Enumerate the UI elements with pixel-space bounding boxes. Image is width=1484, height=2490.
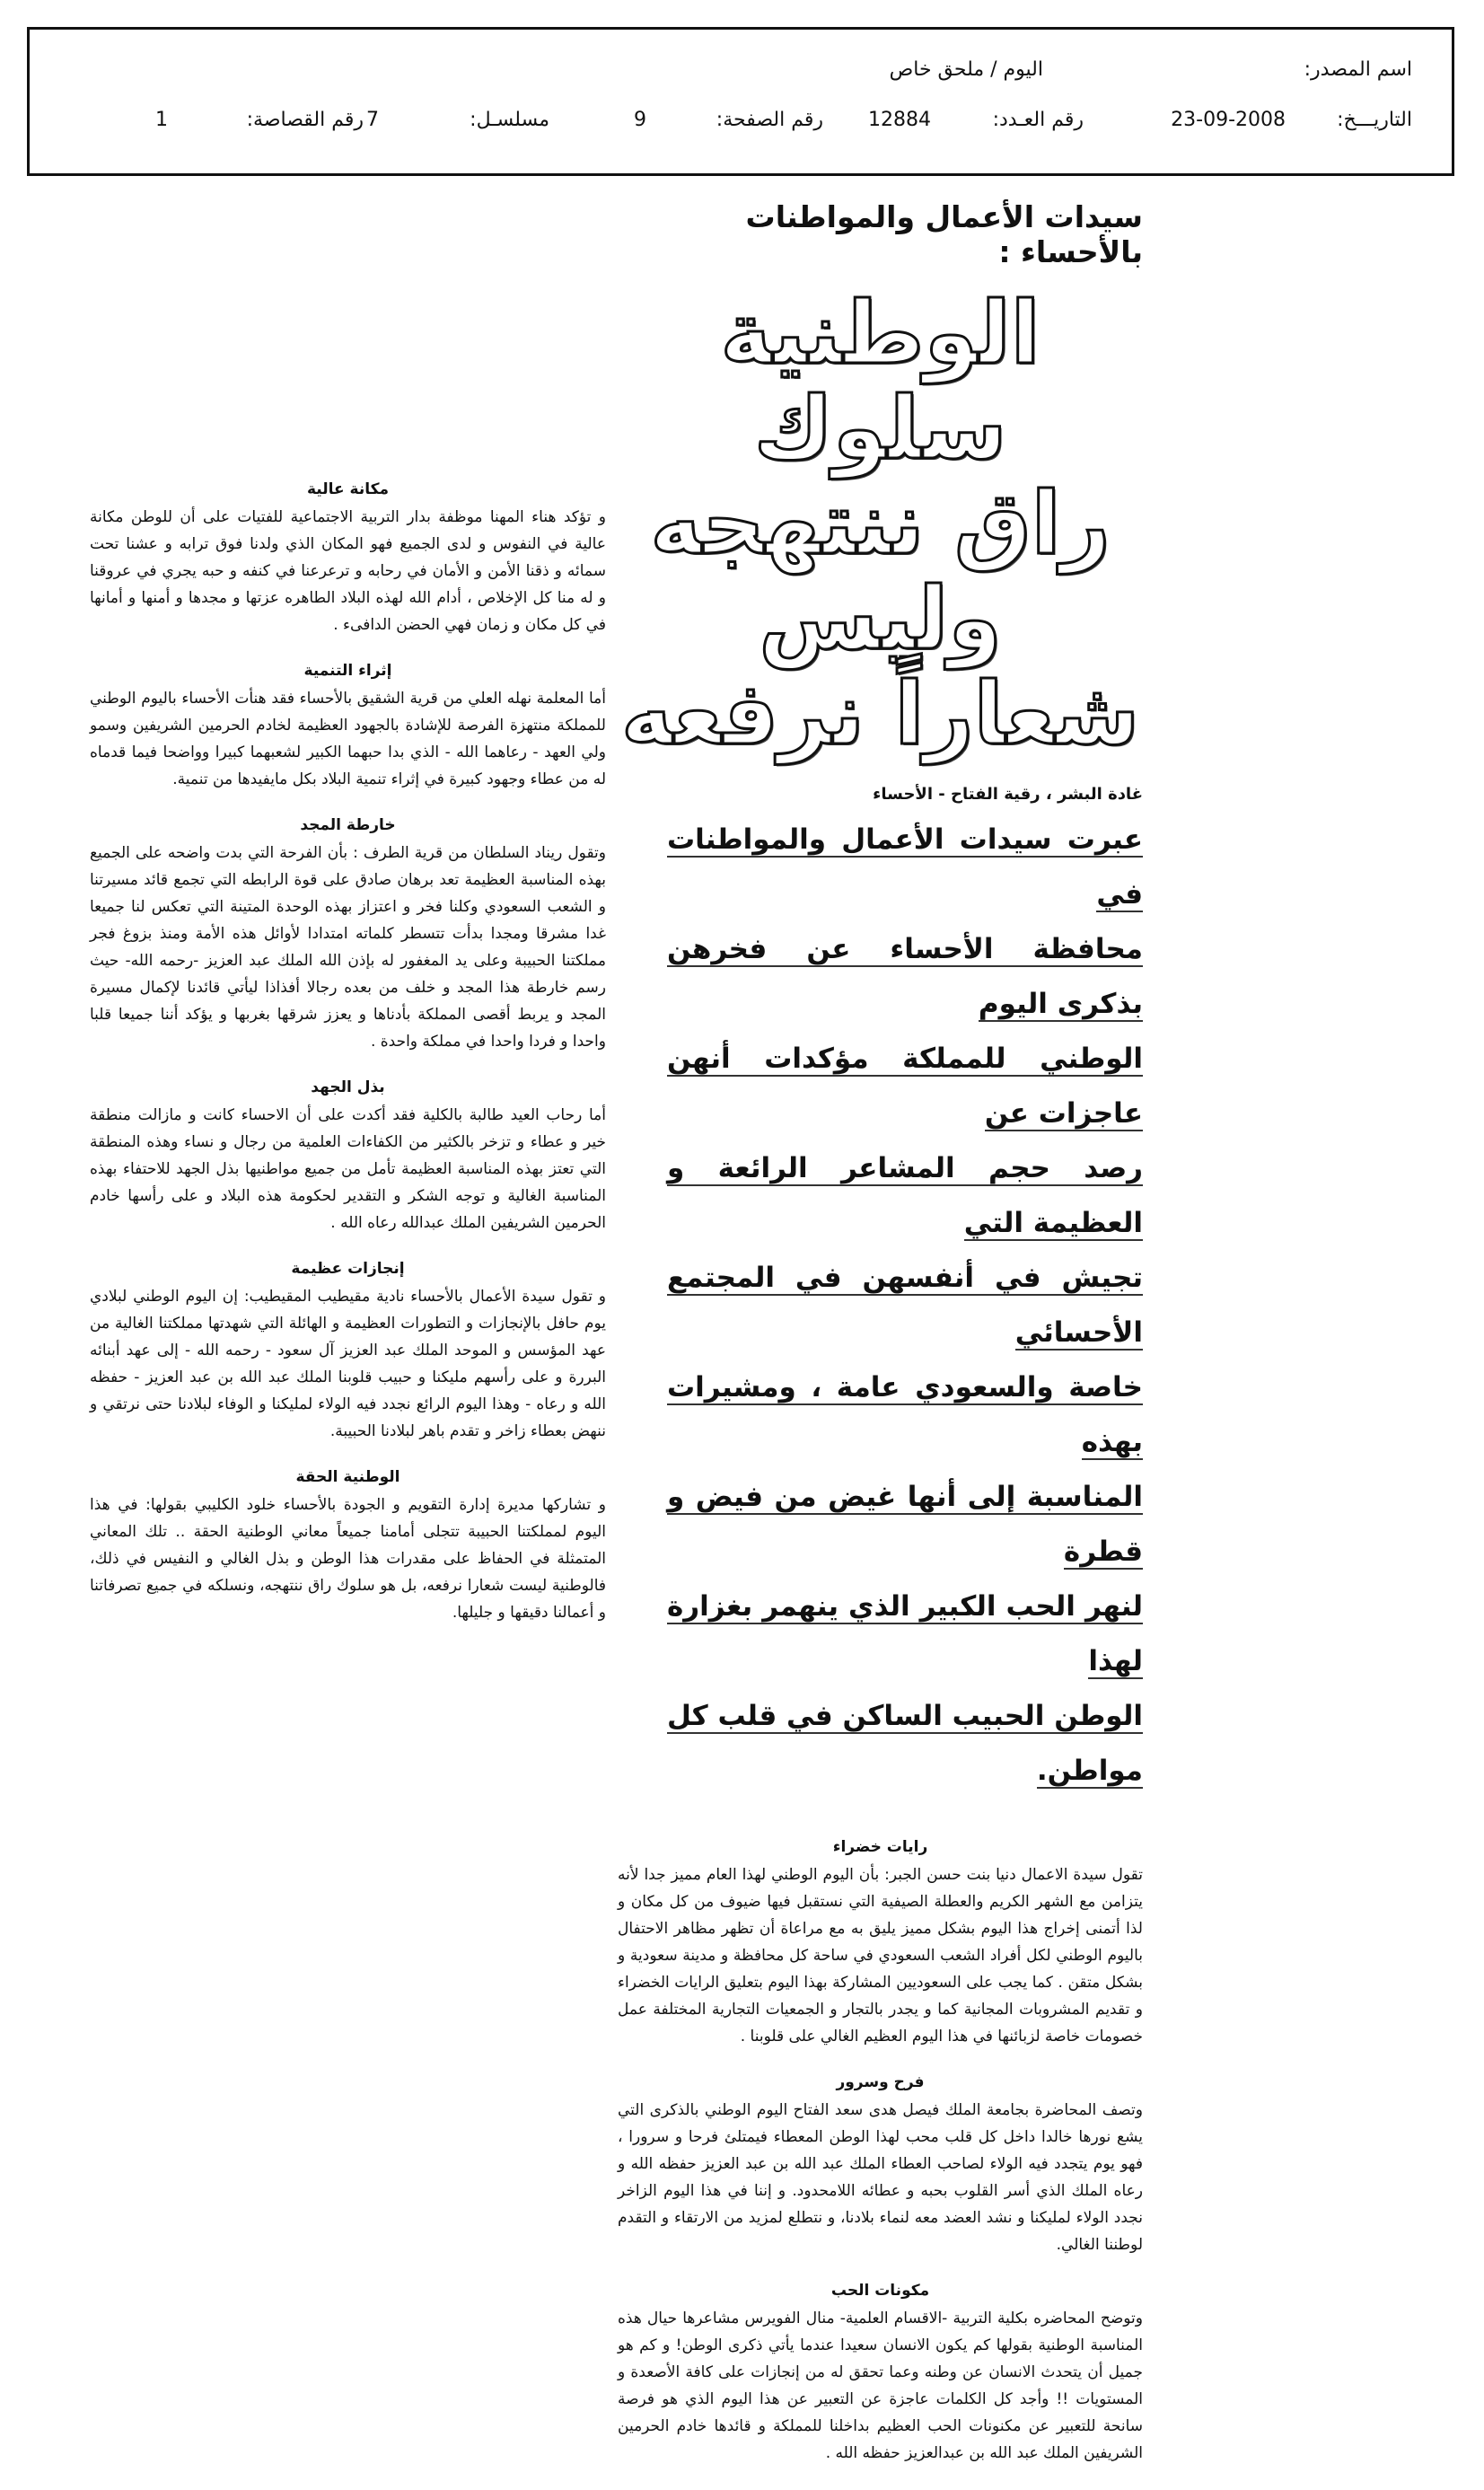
issue-value: 12884 (868, 109, 931, 131)
section-title: فرح وسرور (836, 2073, 925, 2091)
section-text: أما المعلمة نهله العلي من قرية الشقيق بالأحساء فقد هنأت الأحساء باليوم الوطني للمملكة منتهزة الفرصة للإشادة بالجهود العظيمة لخادم الحرمين الشريفين وسمو ولي العهد - رعاهما الله - الذي بدا حبهما الكبير لشعبهما كبيرا وواضحا فيما قدماه له من عطاء وجهود كبيرة في إثراء تنمية البلاد بكل مايفيدها من تنمية. (90, 690, 606, 788)
lead-line: الوطن الحبيب الساكن في قلب كل مواطن. (667, 1700, 1143, 1787)
date-label: التاريـــخ: (1337, 109, 1412, 131)
section-true-patriotism (90, 1468, 606, 1626)
headline-line: راق ننتهجه وليس (650, 473, 1111, 669)
section-development (90, 662, 606, 793)
lead-line: محافظة الأحساء عن فخرهن بذكرى اليوم (667, 933, 1143, 1020)
section-glory-map (90, 816, 606, 1055)
section-title: بذل الجهد (311, 1078, 385, 1096)
page-value: 9 (634, 109, 646, 131)
clip-value: 1 (155, 109, 168, 131)
headline-line: شعاراً نرفعه (620, 664, 1140, 764)
section-text: وتوضح المحاضره بكلية التربية -الاقسام العلمية- منال الفويرس مشاعرها حيال هذه المناسبة الوطنية بقولها كم يكون الانسان سعيدا عندما يأتي ذكرى الوطن! و كم هو جميل أن يتحدث الانسان عن وطنه وعما تحقق له من إنجازات على كافة الأصعدة و المستويات !! وأجد كل الكلمات عاجزة عن التعبير عن هذا اليوم الذي هو فرصة سانحة للتعبير عن مكنونات الحب العظيم بداخلنا للمملكة و قائدها خادم الحرمين الشريفين الملك عبد الله بن عبدالعزيز حفظه الله . (618, 2310, 1143, 2462)
source-label: اسم المصدر: (1304, 58, 1412, 81)
lead-line: الوطني للمملكة مؤكدات أنهن عاجزات عن (667, 1043, 1143, 1130)
lead-line: لنهر الحب الكبير الذي ينهمر بغزارة لهذا (667, 1590, 1143, 1677)
issue-label: رقم العـدد: (992, 109, 1084, 131)
section-text: و تقول سيدة الأعمال بالأحساء نادية مقيطيب المقيطيب: إن اليوم الوطني لبلادي يوم حافل بالإنجازات و التطورات العظيمة و الهائلة التي شهدتها مملكتنا الغالية من عهد المؤسس و الموحد الملك عبد العزيز آل سعود - رحمه الله - إلى عهد أبنائه البررة و على رأسهم مليكنا و حبيب قلوبنا الملك عبد الله بن عبد العزيز - حفظه الله و رعاه - وهذا اليوم الرائع نجدد فيه الولاء لمليكنا و الوفاء لبلادنا حتى نرتقي و ننهض بعطاء زاخر و تقدم باهر لبلادنا الحبيبة. (90, 1288, 606, 1440)
serial-value: 7 (366, 109, 379, 131)
section-green-flags (618, 1838, 1143, 2050)
clip-label: رقم القصاصة: (246, 109, 364, 131)
clipping-header (27, 27, 1454, 176)
lead-line: تجيش في أنفسهن في المجتمع الأحسائي (667, 1262, 1143, 1349)
serial-label: مسلسـل: (470, 109, 549, 131)
section-text: تقول سيدة الاعمال دنيا بنت حسن الجبر: بأن اليوم الوطني لهذا العام مميز جدا لأنه يتزامن مع الشهر الكريم والعطلة الصيفية التي نستقبل فيها ضيوف من كل مكان و لذا أتمنى إخراج هذا اليوم بشكل مميز يليق به مع مراعاة أن تظهر مظاهر الاحتفال باليوم الوطني لكل أفراد الشعب السعودي في ساحة كل محافظة و مدينة سعودية و بشكل متقن . كما يجب على السعوديين المشاركة بهذا اليوم بتعليق الرايات الخضراء و تقديم المشروبات المجانية كما و يجدر بالتجار و الجمعيات التجارية المختلفة عمل خصومات خاصة لزبائنها في هذا اليوم العظيم الغالي على قلوبنا . (618, 1866, 1143, 2046)
section-effort (90, 1078, 606, 1236)
right-column (618, 199, 1143, 2490)
lead-line: عبرت سيدات الأعمال والمواطنات في (667, 823, 1143, 911)
section-text: وتصف المحاضرة بجامعة الملك فيصل هدى سعد الفتاح اليوم الوطني بالذكرى التي يشع نورها خالدا داخل كل قلب محب لهذا الوطن المعطاء فيمتلئ فرحا و سرورا ، فهو يوم يتجدد فيه الولاء لصاحب العطاء الملك عبد الله بن عبد العزيز حفظه الله و رعاه الملك الذي أسر القلوب بحبه و عطائه اللامحدود. و إننا في هذا اليوم الزاخر نجدد الولاء لمليكنا و نشد العضد معه لنماء بلادنا، و نتطلع لمزيد من الارتقاء و التقدم لوطننا الغالي. (618, 2101, 1143, 2254)
section-text: و تؤكد هناء المهنا موظفة بدار التربية الاجتماعية للفتيات على أن للوطن مكانة عالية في النفوس و لدى الجميع فهو المكان الذي ولدنا فوق ترابه و عشنا تحت سمائه و ذقنا الأمن و الأمان في رحابه و ترعرعنا في كنفه و حبه يجري في عروقنا و له منا كل الإخلاص ، أدام الله لهذه البلاد الطاهره عزتها و مجدها و أمنها و أمانها في كل مكان و زمان فهي الحضن الدافىء . (90, 508, 606, 634)
lead-line: المناسبة إلى أنها غيض من فيض و قطرة (667, 1481, 1143, 1568)
article-kicker: سيدات الأعمال والمواطنات بالأحساء : (745, 199, 1143, 269)
section-text: أما رحاب العيد طالبة بالكلية فقد أكدت على أن الاحساء كانت و مازالت منطقة خير و عطاء و تزخر بالكثير من الكفاءات العلمية من رجال و نساء وهذه المنطقة التي تعتز بهذه المناسبة العظيمة تأمل من جميع مواطنيها بذل الجهد للاحتفاء بهذه المناسبة الغالية و توجه الشكر و التقدير لحكومة هذه البلاد و على رأسها خادم الحرمين الشريفين الملك عبدالله رعاه الله . (90, 1106, 606, 1232)
page-label: رقم الصفحة: (716, 109, 823, 131)
left-column (90, 480, 606, 1650)
section-title: مكانة عالية (306, 480, 390, 498)
section-title: إثراء التنمية (303, 662, 392, 680)
article-byline: غادة البشر ، رقية الفتاح - الأحساء (873, 785, 1143, 804)
lead-line: خاصة والسعودي عامة ، ومشيرات بهذه (667, 1371, 1143, 1458)
section-title: مكونات الحب (830, 2282, 930, 2300)
section-love (618, 2282, 1143, 2467)
section-achievements (90, 1260, 606, 1445)
section-text: و تشاركها مديرة إدارة التقويم و الجودة بالأحساء خلود الكليبي بقولها: في هذا اليوم لمملكتنا الحبيبة تتجلى أمامنا جميعاً معاني الوطنية الحقة .. تلك المعاني المتمثلة في الحفاظ على مقدرات هذا الوطن و بذل الغالي و النفيس في ذلك، فالوطنية ليست شعارا نرفعه، بل هو سلوك راق ننتهجه، ونسلكه في جميع تصرفاتنا و أعمالنا دقيقها و جليلها. (90, 1496, 606, 1622)
section-title: الوطنية الحقة (295, 1468, 400, 1486)
section-title: رايات خضراء (832, 1838, 928, 1856)
section-joy (618, 2073, 1143, 2258)
section-text: وتقول ريناد السلطان من قرية الطرف : بأن الفرحة التي بدت واضحه على الجميع بهذه المناسبة العظيمة تعد برهان صادق على قوة الرابطه التي تجمع قائد مسيرتنا و الشعب السعودي وكلنا فخر و اعتزاز بهذه الوحدة المتينة التي تعكس لنا جميعا غدا مشرقا ومجدا بدأت تتسطر كلماته امتدادا لأوائل هذه الأمة ومنذ بزوغ فجر مملكتنا الحبيبة وعلى يد المغفور له بإذن الله الملك عبد العزيز -رحمه الله- حيث رسم خارطة هذا المجد و خلف من بعده رجالا أفذاذا ليأتي قائدنا لإكمال مسيرة المجد و يربط أقصى المملكة بأدناها و يعزز شرقها بغربها و يؤكد أننا جميعا قلبا واحدا و فردا واحدا في مملكة واحدة . (90, 844, 606, 1051)
source-value: اليوم / ملحق خاص (889, 58, 1043, 81)
headline-line: الوطنية سلوك (720, 283, 1041, 479)
section-title: إنجازات عظيمة (291, 1260, 405, 1278)
article-lead (618, 813, 1143, 1799)
section-high-status (90, 480, 606, 638)
lead-line: رصد حجم المشاعر الرائعة و العظيمة التي (667, 1152, 1143, 1239)
section-title: خارطة المجد (300, 816, 396, 834)
article-headline (618, 283, 1143, 764)
date-value: 23-09-2008 (1171, 109, 1286, 131)
